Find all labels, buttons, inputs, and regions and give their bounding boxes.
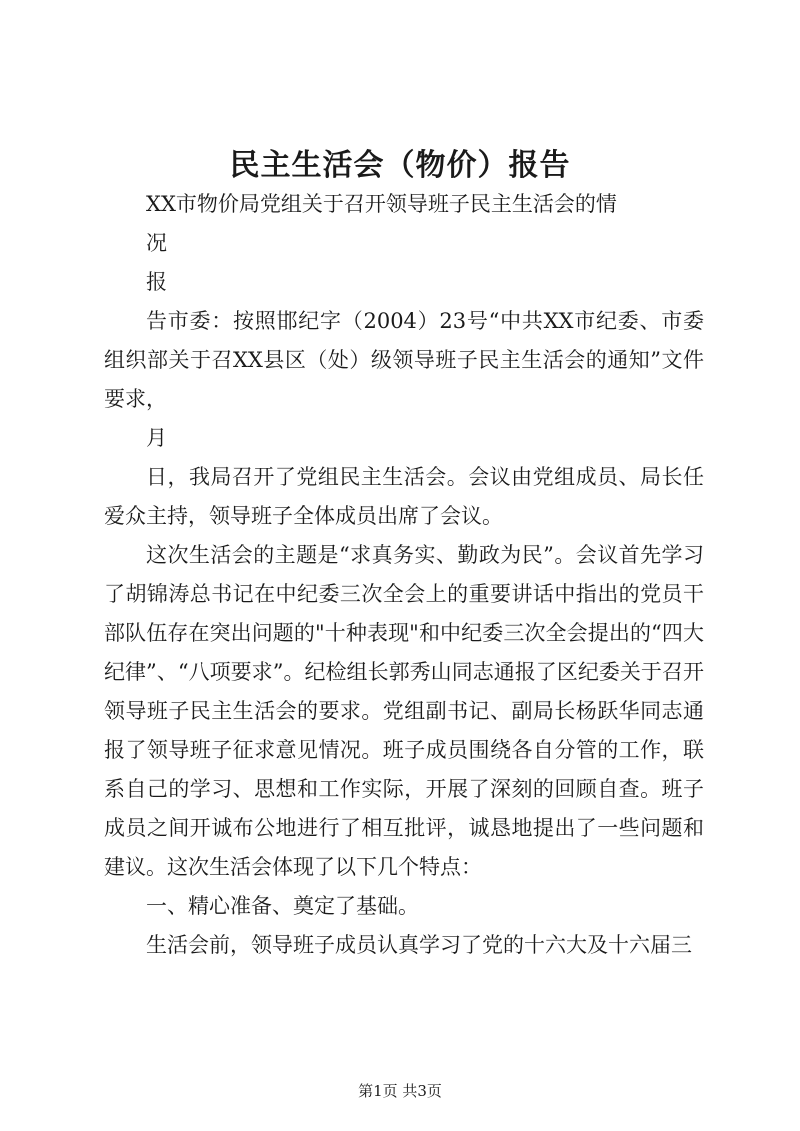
paragraph: 报 bbox=[146, 270, 167, 294]
document-title: 民主生活会（物价）报告 bbox=[229, 148, 571, 183]
paragraph: XX市物价局党组关于召开领导班子民主生活会的情 bbox=[146, 192, 617, 216]
paragraph: 月 bbox=[146, 426, 167, 450]
document-body bbox=[104, 185, 704, 965]
paragraph: 况 bbox=[146, 231, 167, 255]
paragraph: 生活会前，领导班子成员认真学习了党的十六大及十六届三 bbox=[146, 933, 692, 957]
paragraph: 这次生活会的主题是“求真务实、勤政为民”。会议首先学习了胡锦涛总书记在中纪委三次全会上的重要讲话中指出的党员干部队伍存在突出问题的"十种表现"和中纪委三次全会提出的“四大纪律”、“八项要求”。纪检组长郭秀山同志通报了区纪委关于召开领导班子民主生活会的要求。党组副书记、副局长杨跃华同志通报了领导班子征求意见情况。班子成员围绕各自分管的工作，联系自己的学习、思想和工作实际，开展了深刻的回顾自查。班子成员之间开诚布公地进行了相互批评，诚恳地提出了一些问题和建议。这次生活会体现了以下几个特点： bbox=[104, 543, 704, 879]
paragraph: 日，我局召开了党组民主生活会。会议由党组成员、局长任爱众主持，领导班子全体成员出席了会议。 bbox=[104, 465, 704, 528]
page-footer: 第1页 共3页 bbox=[358, 1082, 442, 1100]
paragraph: 告市委：按照邯纪字（2004）23号“中共XX市纪委、市委组织部关于召XX县区（处）级领导班子民主生活会的通知”文件要求， bbox=[104, 309, 704, 411]
paragraph: 一、精心准备、奠定了基础。 bbox=[146, 894, 419, 918]
